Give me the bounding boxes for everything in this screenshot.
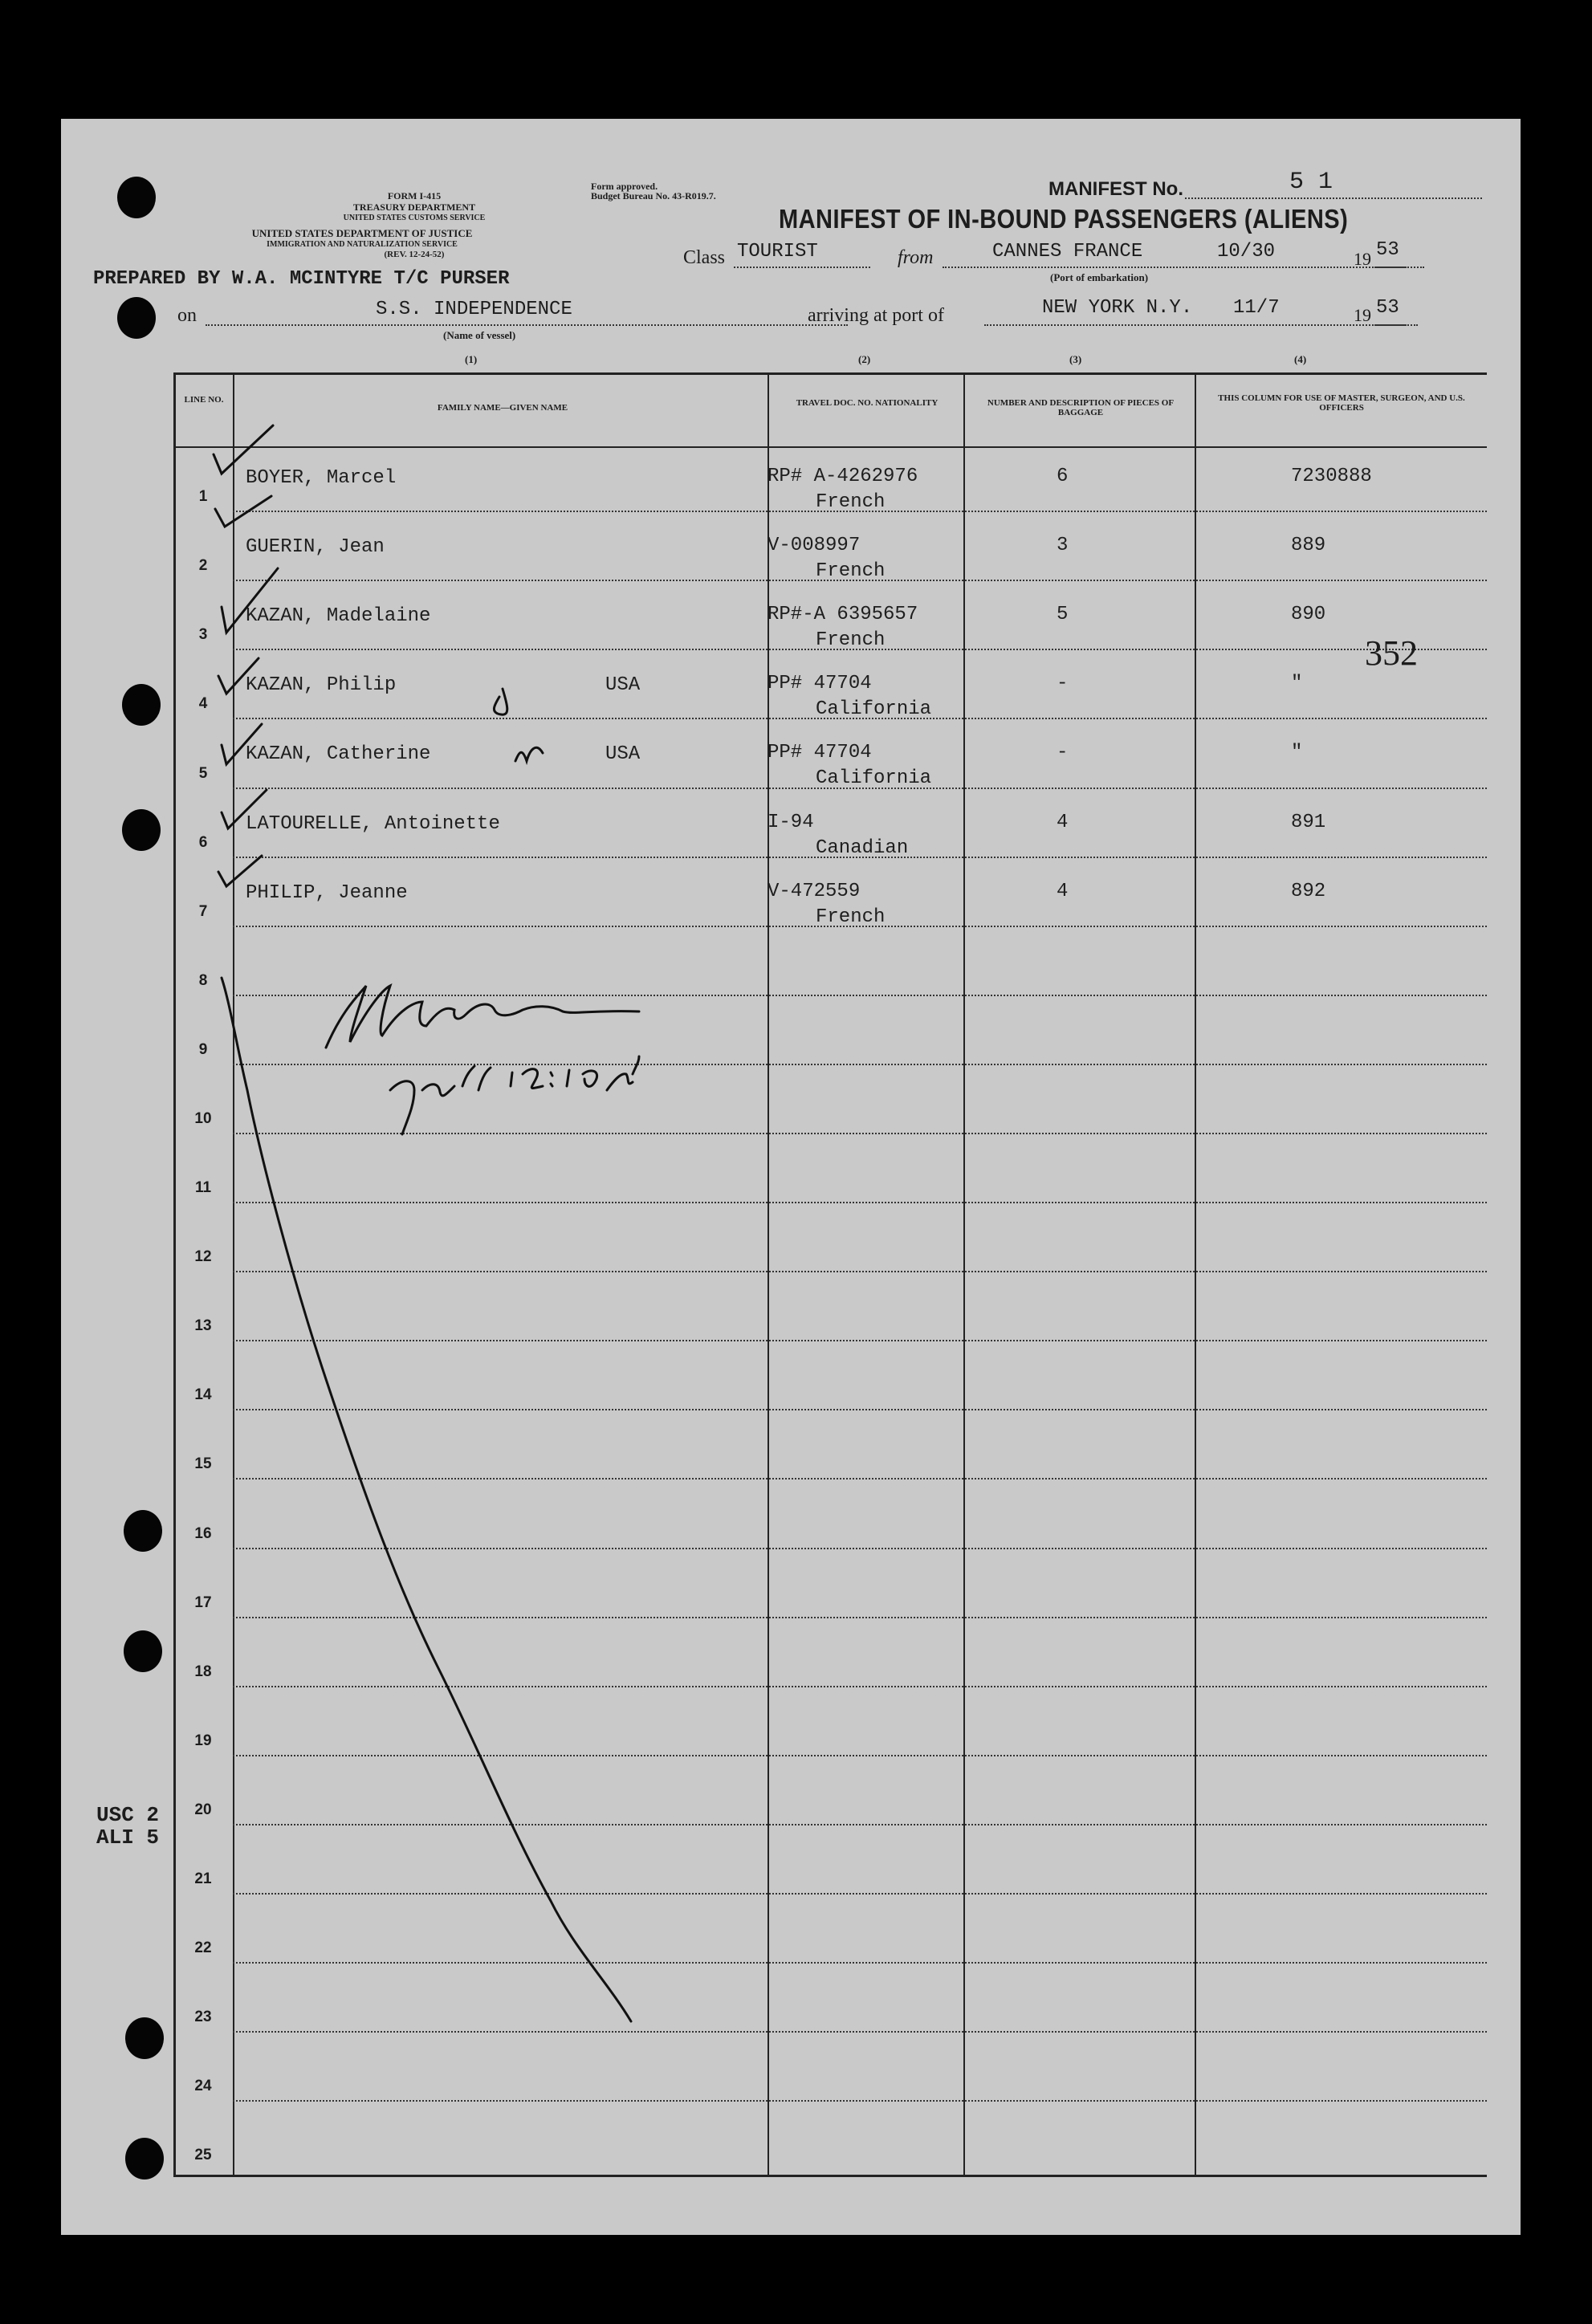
official-entry: 892 (1291, 880, 1326, 902)
travel-document: PP# 47704 (767, 742, 872, 764)
vessel-name: S.S. INDEPENDENCE (376, 299, 572, 320)
line-number: 24 (194, 2078, 212, 2094)
form-number: FORM I-415 (387, 190, 442, 201)
travel-document: I-94 (767, 811, 814, 833)
line-number: 8 (198, 972, 208, 989)
col-num-4: (4) (1294, 353, 1307, 365)
official-entry: 7230888 (1291, 466, 1372, 487)
passenger-name: BOYER, Marcel (246, 467, 397, 489)
arrival-date: 11/7 (1233, 297, 1280, 319)
passenger-name: GUERIN, Jean (246, 536, 385, 559)
official-entry: 890 (1291, 604, 1326, 626)
line-number: 12 (194, 1248, 212, 1265)
baggage-count: - (1057, 742, 1069, 764)
on-label: on (177, 305, 197, 326)
line-number: 5 (198, 765, 208, 782)
line-number: 21 (194, 1870, 212, 1887)
line-number: 14 (194, 1386, 212, 1403)
tally-ali: ALI 5 (96, 1825, 160, 1850)
passenger-name: KAZAN, Catherine (246, 743, 431, 766)
manifest-no-value: 5 1 (1289, 169, 1333, 196)
line-number: 1 (198, 488, 208, 505)
cancel-stroke (222, 978, 631, 2021)
prepared-by: PREPARED BY W.A. MCINTYRE T/C PURSER (93, 268, 510, 290)
col-header-name: FAMILY NAME—GIVEN NAME (437, 403, 568, 413)
line-number: 2 (198, 557, 208, 574)
line-number: 19 (194, 1732, 212, 1749)
departure-year: 53 (1376, 239, 1399, 261)
nationality: Canadian (816, 836, 909, 859)
passenger-name: KAZAN, Madelaine (246, 605, 431, 628)
nationality: French (816, 560, 886, 583)
col-num-3: (3) (1069, 353, 1082, 365)
col-header-baggage: NUMBER AND DESCRIPTION OF PIECES OF BAGGAGE (987, 398, 1175, 417)
baggage-count: 5 (1057, 604, 1069, 626)
class-label: Class (683, 247, 726, 268)
from-label: from (898, 247, 934, 268)
check-mark (222, 568, 278, 633)
port-embark-caption: (Port of embarkation) (1050, 271, 1149, 283)
check-mark (218, 658, 259, 694)
passenger-name: LATOURELLE, Antoinette (246, 812, 500, 835)
line-number: 6 (198, 834, 208, 851)
check-mark (218, 856, 262, 886)
line-number: 20 (194, 1801, 212, 1818)
passenger-name: PHILIP, Jeanne (246, 881, 408, 904)
baggage-count: 4 (1057, 811, 1069, 833)
treasury-dept: TREASURY DEPARTMENT (352, 201, 476, 213)
official-entry: " (1291, 673, 1303, 695)
passenger-note: USA (605, 743, 641, 766)
manifest-no-label: MANIFEST No. (1048, 178, 1183, 200)
arrival-port: NEW YORK N.Y. (1042, 297, 1193, 319)
arrival-year-prefix: 19 (1354, 305, 1371, 325)
page-title: MANIFEST OF IN-BOUND PASSENGERS (ALIENS) (779, 204, 1349, 234)
nationality: California (816, 767, 932, 790)
tally-usc: USC 2 (96, 1803, 160, 1827)
check-mark (214, 425, 273, 474)
nationality: French (816, 906, 886, 928)
from-value: CANNES FRANCE (992, 241, 1143, 263)
baggage-count: 3 (1057, 535, 1069, 557)
line-number: 17 (194, 1594, 212, 1611)
budget-bureau: Budget Bureau No. 43-R019.7. (591, 190, 716, 201)
check-mark (222, 790, 267, 828)
nationality: French (816, 491, 886, 513)
justice-dept: UNITED STATES DEPARTMENT OF JUSTICE (251, 227, 473, 239)
travel-document: V-008997 (767, 535, 861, 557)
ins-service: IMMIGRATION AND NATURALIZATION SERVICE (267, 240, 458, 249)
passenger-note: USA (605, 674, 641, 697)
arriving-label: arriving at port of (808, 305, 944, 326)
line-number: 4 (198, 695, 208, 712)
departure-date: 10/30 (1217, 241, 1276, 263)
manifest-sheet (61, 119, 1521, 2235)
line-number: 3 (198, 626, 208, 643)
travel-document: PP# 47704 (767, 673, 872, 695)
nationality: French (816, 629, 886, 652)
baggage-count: - (1057, 673, 1069, 695)
col-header-line-no: LINE NO. (184, 395, 224, 405)
signature-scribble (326, 986, 639, 1048)
official-entry: 889 (1291, 535, 1326, 557)
line-number: 18 (194, 1663, 212, 1680)
page-stamp-number: 352 (1365, 633, 1418, 673)
line-number: 13 (194, 1317, 212, 1334)
official-entry: " (1291, 742, 1303, 764)
official-entry: 891 (1291, 811, 1326, 833)
line-number: 10 (194, 1110, 212, 1127)
travel-document: V-472559 (767, 880, 861, 902)
initial-mark (494, 689, 507, 714)
travel-document: RP#-A 6395657 (767, 604, 918, 626)
col-header-official: THIS COLUMN FOR USE OF MASTER, SURGEON, AND U.S. OFFICERS (1218, 393, 1465, 413)
nationality: California (816, 698, 932, 721)
handwritten-note (390, 1056, 639, 1134)
line-number: 7 (198, 903, 208, 920)
travel-document: RP# A-4262976 (767, 466, 918, 487)
revision-date: (REV. 12-24-52) (384, 250, 445, 259)
line-number: 9 (198, 1041, 208, 1058)
vessel-caption: (Name of vessel) (443, 329, 516, 341)
line-number: 11 (194, 1179, 212, 1196)
arrival-year: 53 (1376, 297, 1399, 319)
form-approved: Form approved. (591, 181, 658, 192)
class-value: TOURIST (737, 241, 818, 263)
check-mark (222, 724, 262, 764)
col-num-2: (2) (858, 353, 871, 365)
baggage-count: 4 (1057, 880, 1069, 902)
line-number: 22 (194, 1939, 212, 1956)
line-number: 15 (194, 1455, 212, 1472)
col-num-1: (1) (465, 353, 478, 365)
initial-mark (515, 747, 543, 761)
line-number: 23 (194, 2009, 212, 2025)
handwriting-overlay (61, 119, 1521, 2235)
passenger-name: KAZAN, Philip (246, 674, 397, 697)
check-mark (215, 496, 271, 527)
col-header-doc: TRAVEL DOC. NO. NATIONALITY (796, 398, 939, 408)
customs-service: UNITED STATES CUSTOMS SERVICE (343, 214, 486, 222)
baggage-count: 6 (1057, 466, 1069, 487)
line-number: 25 (194, 2147, 212, 2163)
line-number: 16 (194, 1525, 212, 1542)
departure-year-prefix: 19 (1354, 249, 1371, 269)
